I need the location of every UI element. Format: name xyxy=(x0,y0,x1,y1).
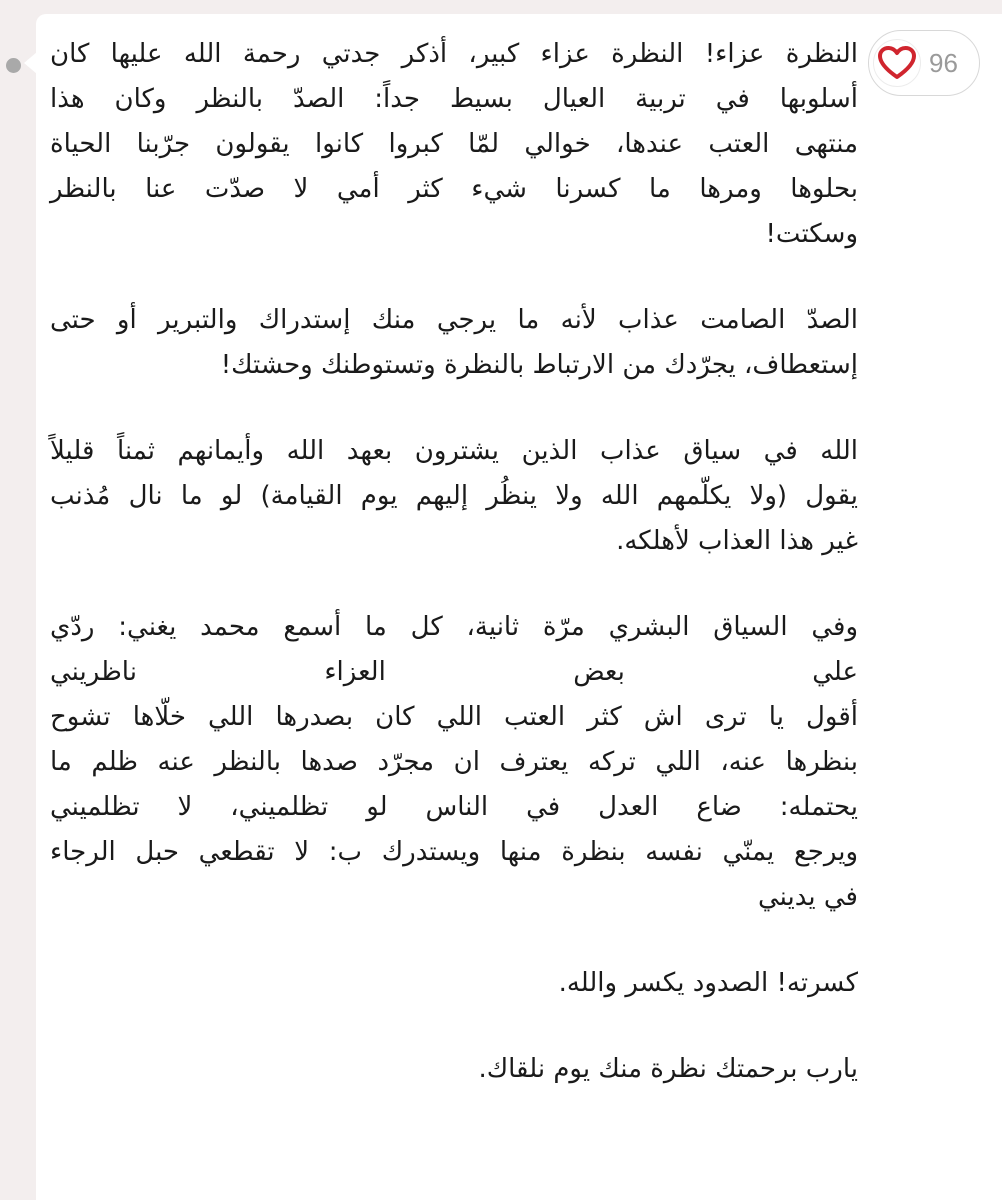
post-line: يارب برحمتك نظرة منك يوم نلقاك. xyxy=(478,1054,858,1084)
post-paragraph xyxy=(50,298,858,388)
like-count: 96 xyxy=(929,47,958,78)
post-line: بنظرها عنه، اللي تركه يعترف ان مجرّد صدها بالنظر عنه ظلم ما xyxy=(50,747,858,777)
post-line: يقول (ولا يكلّمهم الله ولا ينظُر إليهم يوم القيامة) لو ما نال مُذنب xyxy=(50,481,858,511)
post-paragraph xyxy=(50,961,858,1006)
post-line: علي بعض العزاء ناظريني xyxy=(50,657,858,687)
post-line: الصدّ الصامت عذاب لأنه ما يرجي منك إستدراك والتبرير أو حتى xyxy=(50,305,858,335)
left-gutter xyxy=(0,0,34,1200)
heart-button[interactable] xyxy=(873,39,921,87)
post-line: أقول يا ترى اش كثر العتب اللي كان بصدرها اللي خلّاها تشوح xyxy=(50,702,858,732)
post-line: كسرته! الصدود يكسر والله. xyxy=(558,968,858,998)
post-line: وفي السياق البشري مرّة ثانية، كل ما أسمع محمد يغني: ردّي xyxy=(50,612,858,642)
heart-icon xyxy=(878,46,916,80)
post-paragraph xyxy=(50,605,858,920)
like-button[interactable] xyxy=(868,30,980,96)
post-line: الله في سياق عذاب الذين يشترون بعهد الله وأيمانهم ثمناً قليلاً xyxy=(50,436,858,466)
post-line: بحلوها ومرها ما كسرنا شيء كثر أمي لا صدّت عنا بالنظر xyxy=(50,174,858,204)
post-paragraph xyxy=(50,429,858,564)
post-line: في يديني xyxy=(757,882,858,912)
post-line: يحتمله: ضاع العدل في الناس لو تظلميني، لا تظلميني xyxy=(50,792,858,822)
post-line: ويرجع يمنّي نفسه بنظرة منها ويستدرك ب: لا تقطعي حبل الرجاء xyxy=(50,837,858,867)
post-paragraph xyxy=(50,1047,858,1092)
post-text xyxy=(50,32,858,1092)
post-line: إستعطاف، يجرّدك من الارتباط بالنظرة وتستوطنك وحشتك! xyxy=(220,350,858,380)
post-line: منتهى العتب عندها، خوالي لمّا كبروا كانوا يقولون جرّبنا الحياة xyxy=(50,129,858,159)
post-line: وسكتت! xyxy=(765,219,858,249)
post-line: أسلوبها في تربية العيال بسيط جداً: الصدّ بالنظر وكان هذا xyxy=(50,84,858,114)
post-paragraph xyxy=(50,32,858,257)
post-line: النظرة عزاء! النظرة عزاء كبير، أذكر جدتي رحمة الله عليها كان xyxy=(50,39,858,69)
post-line: غير هذا العذاب لأهلكه. xyxy=(616,526,858,556)
scroll-indicator[interactable] xyxy=(6,58,21,73)
